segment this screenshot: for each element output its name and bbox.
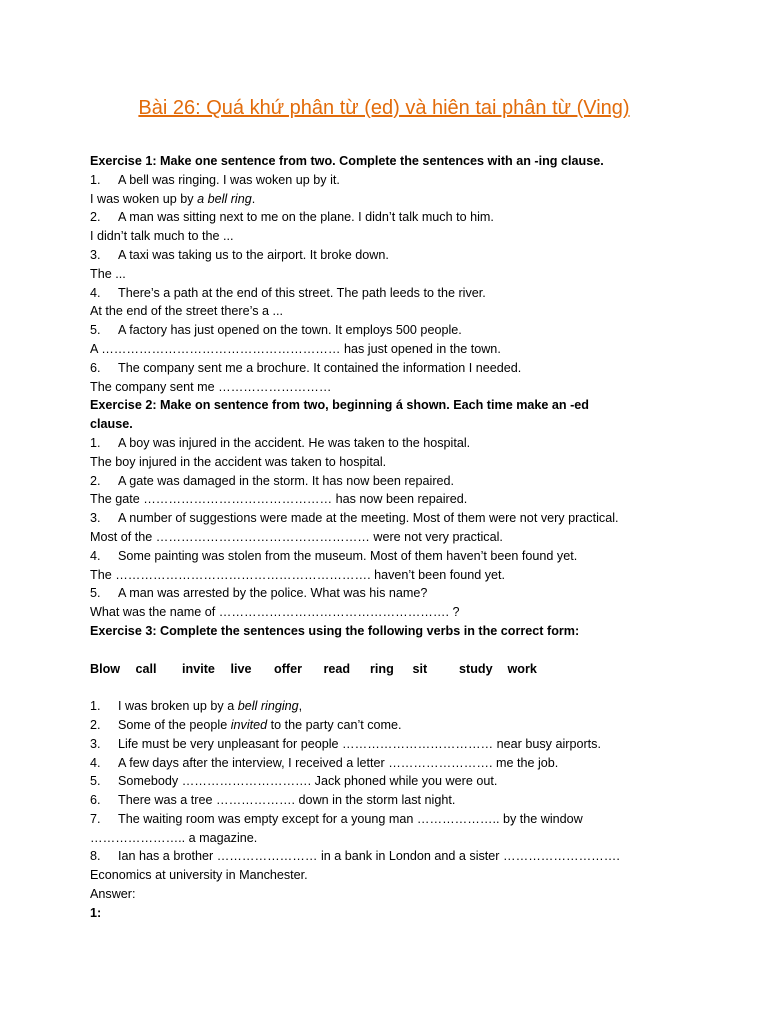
exercise-1-answer-6: The company sent me ……………………… xyxy=(90,379,332,394)
verb-item: call xyxy=(135,661,157,676)
exercise-1-answer-4: At the end of the street there’s a ... xyxy=(90,304,283,319)
exercise-2-heading: Exercise 2: Make on sentence from two, beginning á shown. Each time make an -ed xyxy=(90,398,589,413)
answer-label: Answer: xyxy=(90,887,136,902)
exercise-3-item-1: 1. I was broken up by a bell ringing, xyxy=(90,699,303,714)
exercise-1-answer-5: A ………………………………………………… has just opened in the town. xyxy=(90,341,501,356)
spacer xyxy=(90,678,730,697)
exercise-2-question-4: 4. Some painting was stolen from the museum. Most of them haven’t been found yet. xyxy=(90,548,578,563)
verb-item: study xyxy=(459,661,493,676)
exercise-1-heading: Exercise 1: Make one sentence from two. Complete the sentences with an -ing clause. xyxy=(90,154,604,168)
exercise-1-answer-3: The ... xyxy=(90,266,126,281)
exercise-3-item-7: 7. The waiting room was empty except for a young man ……………….. by the window xyxy=(90,811,583,826)
exercise-2-question-1: 1. A boy was injured in the accident. He was taken to the hospital. xyxy=(90,435,471,450)
exercise-1-question-2: 2. A man was sitting next to me on the plane. I didn’t talk much to him. xyxy=(90,210,494,225)
exercise-3-item-4: 4. A few days after the interview, I received a letter ……………………. me the job. xyxy=(90,755,559,770)
verb-list xyxy=(90,660,730,679)
verb-item: live xyxy=(230,661,252,676)
answer-1-label: 1: xyxy=(90,905,102,920)
exercise-2-question-2: 2. A gate was damaged in the storm. It has now been repaired. xyxy=(90,473,455,488)
page-title: Bài 26: Quá khứ phân từ (ed) và hiên tai phân từ (Ving) xyxy=(138,97,630,119)
verb-item: Blow xyxy=(90,661,121,676)
exercise-1-question-3: 3. A taxi was taking us to the airport. It broke down. xyxy=(90,247,389,262)
exercise-3-item-6: 6. There was a tree ………………. down in the storm last night. xyxy=(90,793,456,808)
exercise-2-answer-4: The ……………………………………………………. haven’t been found yet. xyxy=(90,567,506,582)
exercise-3-item-7-cont: ………………….. a magazine. xyxy=(90,830,258,845)
spacer xyxy=(90,641,730,660)
exercise-3-item-8-cont: Economics at university in Manchester. xyxy=(90,868,308,883)
exercise-3-item-5: 5. Somebody …………………………. Jack phoned while you were out. xyxy=(90,774,498,789)
exercise-1-question-1: 1. A bell was ringing. I was woken up by it. xyxy=(90,172,340,187)
verb-item: invite xyxy=(182,661,215,676)
exercise-2-heading-cont: clause. xyxy=(90,417,133,432)
exercise-1-answer-1: I was woken up by a bell ring. xyxy=(90,191,256,206)
verb-item: ring xyxy=(370,661,394,676)
exercise-1-question-4: 4. There’s a path at the end of this street. The path leeds to the river. xyxy=(90,285,486,300)
verb-item: work xyxy=(507,661,537,676)
exercise-2-answer-1: The boy injured in the accident was taken to hospital. xyxy=(90,454,387,469)
exercise-1-question-5: 5. A factory has just opened on the town. It employs 500 people. xyxy=(90,323,462,338)
exercise-2-question-5: 5. A man was arrested by the police. What was his name? xyxy=(90,586,428,601)
exercise-2-answer-2: The gate ……………………………………… has now been repaired. xyxy=(90,492,468,507)
verb-item: read xyxy=(323,661,351,676)
verb-item: offer xyxy=(274,661,302,676)
exercise-2-question-3: 3. A number of suggestions were made at the meeting. Most of them were not very practical. xyxy=(90,511,619,526)
exercise-3-item-2: 2. Some of the people invited to the party can’t come. xyxy=(90,717,402,732)
document-body xyxy=(90,152,730,923)
exercise-3-heading: Exercise 3: Complete the sentences using the following verbs in the correct form: xyxy=(90,623,580,638)
exercise-1-answer-2: I didn’t talk much to the ... xyxy=(90,229,234,244)
exercise-3-item-8: 8. Ian has a brother …………………… in a bank in London and a sister ………………………. xyxy=(90,849,620,864)
exercise-2-answer-5: What was the name of ………………………………………………. ? xyxy=(90,605,460,620)
exercise-1-question-6: 6. The company sent me a brochure. It contained the information I needed. xyxy=(90,360,522,375)
exercise-3-item-3: 3. Life must be very unpleasant for people ……………………………… near busy airports. xyxy=(90,736,601,751)
verb-item: sit xyxy=(412,661,428,676)
exercise-2-answer-3: Most of the …………………………………………… were not very practical. xyxy=(90,529,503,544)
